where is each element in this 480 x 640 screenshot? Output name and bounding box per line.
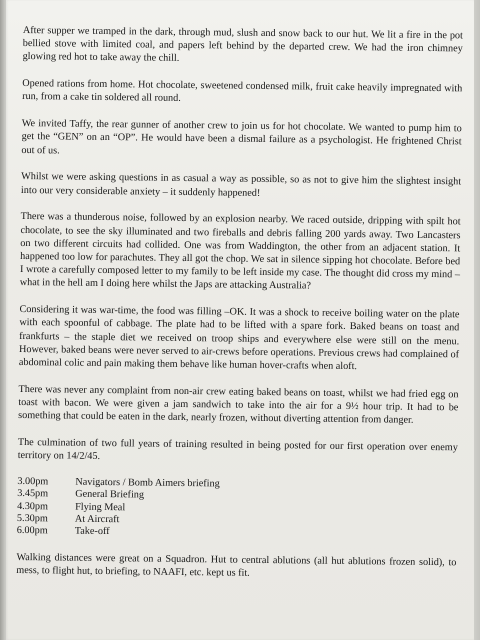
schedule-event: At Aircraft (74, 513, 120, 526)
schedule-event: Take-off (74, 525, 110, 538)
schedule-time: 3.00pm (17, 475, 49, 488)
schedule-time: 6.00pm (16, 525, 48, 537)
paper-sheet (6, 0, 474, 640)
paragraph-walking: Walking distances were great on a Squadron. Hut to central ablutions (all hut ablutions frozen solid), to mess, to flight hut, to briefing, to NAAFI, etc. kept us fit. (16, 552, 457, 580)
schedule-time: 5.30pm (16, 512, 48, 525)
schedule-event: Flying Meal (75, 501, 126, 513)
schedule-time: 4.30pm (17, 500, 49, 512)
paragraph-explosion: There was a thunderous noise, followed by an explosion nearby. We raced outside, dripping with spilt hot chocolate, to see the sky illuminated and two fireballs and debris falling 200 yards away. Two Lancasters on two different circuits had collided. One was from Waddington, the other from an adjacent station. It happened too low for parachutes. They all got the chop. We sat in silence sipping hot chocolate. Before bed I wrote a carefully composed letter to my family to be left inside my case. The thought did cross my mind – what in the hell am I doing here whilst the Japs are attacking Australia? (19, 211, 461, 292)
paragraph-questions: Whilst we were asking questions in as casual a way as possible, so as not to give him the slightest insight into our very considerable anxiety – it suddenly happened! (20, 171, 462, 199)
paragraph-supper: After supper we tramped in the dark, through mud, slush and snow back to our hut. We lit a fire in the pot bellied stove with limited coal, and papers left behind by the departed crew. We had the iron chimney glowing red hot to take away the chill. (22, 24, 463, 65)
paragraph-first-operation: The culmination of two full years of training resulted in being posted for our first operation over enemy territory on 14/2/45. (17, 437, 458, 463)
paragraph-food: Considering it was war-time, the food was filling –OK. It was a shock to receive boiling water on the plate with each spoonful of cabbage. The plate had to be lifted with a spare fork. Baked beans on toast and frankfurts – the staple diet we received on troop ships and everywhere else were still on the menu. However, baked beans were never served to air-crews before operations. Previous crews had complained of abdominal colic and pain making them behave like human hover-crafts when aloft. (18, 304, 460, 373)
paragraph-taffy: We invited Taffy, the rear gunner of another crew to join us for hot chocolate. We wanted to pump him to get the “GEN” on an “OP”. He would have been a dismal failure as a psychologist. He frightened Christ out of us. (21, 118, 462, 157)
schedule-time: 3.45pm (17, 488, 49, 500)
paragraph-rations: Opened rations from home. Hot chocolate, sweetened condensed milk, fruit cake heavily impregnated with run, from a cake tin soldered all round. (22, 78, 463, 105)
paragraph-beans: There was never any complaint from non-air crew eating baked beans on toast, whilst we had fried egg on toast with bacon. We were given a jam sandwich to take into the air for a 9½ hour trip. It had to be something that could be eaten in the dark, nearly frozen, without diverting attention from danger. (18, 383, 459, 427)
operation-schedule (17, 476, 458, 543)
schedule-event: Navigators / Bomb Aimers briefing (75, 476, 220, 490)
document-body (16, 24, 463, 596)
schedule-event: General Briefing (75, 489, 145, 501)
